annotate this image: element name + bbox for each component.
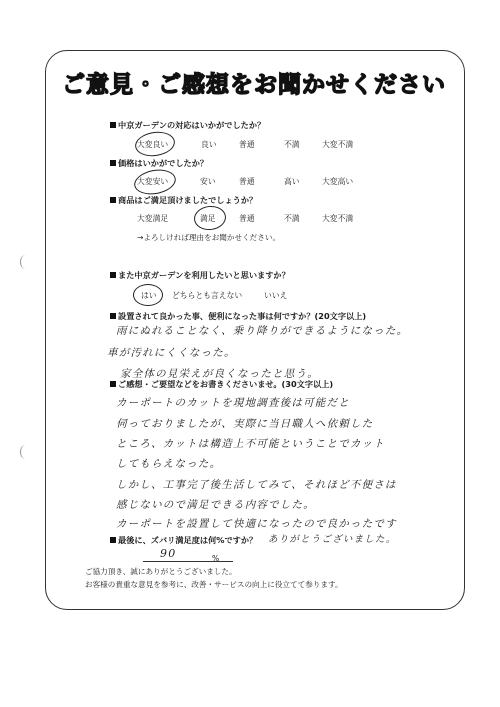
punch-hole-mark — [20, 445, 31, 459]
survey-title: ご意見・ご感想をお聞かせください — [62, 72, 446, 98]
answer-line: カーポートを設置して快適になったので良かったです — [116, 518, 397, 530]
question-satisfaction: 商品はご満足頂けましたでしょうか？ — [110, 195, 257, 206]
option-satisfaction-1[interactable]: 大変満足 — [137, 214, 169, 223]
answer-line: 家全体の見栄えが良くなったと思う。 — [120, 368, 319, 380]
question-price: 価格はいかがでしたか？ — [110, 158, 208, 169]
option-service-2[interactable]: 良い — [201, 140, 217, 149]
answer-line: 車が汚れにくくなった。 — [107, 347, 236, 359]
option-satisfaction-3[interactable]: 普通 — [239, 214, 255, 223]
bullet-square-icon — [110, 197, 116, 203]
answer-line: してもらえなった。 — [116, 458, 222, 470]
option-reuse-yes[interactable]: はい — [141, 291, 157, 300]
option-satisfaction-5[interactable]: 大変不満 — [322, 214, 354, 223]
selected-circle-mark — [133, 284, 163, 306]
footer-thanks: ご協力頂き、誠にありがとうございました。 — [85, 567, 237, 576]
percent-unit: % — [212, 554, 220, 563]
footer-note: お客様の貴重な意見を参考に、改善・サービスの向上に役立てて参ります。 — [85, 580, 343, 589]
question-satisfaction-percent: 最後に、ズバリ満足度は何%ですか？ — [110, 535, 257, 546]
answer-line: ところ、カットは構造上不可能ということでカット — [116, 438, 385, 450]
answer-line: 感じないので満足できる内容でした。 — [116, 499, 315, 511]
option-price-5[interactable]: 大変高い — [322, 177, 354, 186]
closing-remark: ありがとうございました。 — [268, 534, 397, 545]
bullet-square-icon — [110, 537, 116, 543]
option-reuse-neutral[interactable]: どちらとも言えない — [172, 291, 243, 300]
bullet-square-icon — [110, 160, 116, 166]
option-price-4[interactable]: 高い — [284, 177, 300, 186]
bullet-square-icon — [110, 313, 116, 319]
option-service-4[interactable]: 不満 — [284, 140, 300, 149]
option-price-3[interactable]: 普通 — [239, 177, 255, 186]
answer-line: 雨にぬれることなく、乗り降りができるようになった。 — [116, 325, 409, 337]
option-service-3[interactable]: 普通 — [239, 140, 255, 149]
punch-hole-mark — [20, 255, 31, 269]
bullet-square-icon — [110, 272, 116, 278]
option-satisfaction-4[interactable]: 不満 — [284, 214, 300, 223]
option-reuse-no[interactable]: いいえ — [264, 291, 288, 300]
option-satisfaction-2[interactable]: 満足 — [200, 214, 216, 223]
question-service: 中京ガーデンの対応はいかがでしたか？ — [110, 120, 265, 131]
question-good-points: 設置されて良かった事、便利になった事は何ですか？(20文字以上) — [110, 311, 366, 322]
bullet-square-icon — [110, 381, 116, 387]
question-reuse: また中京ガーデンを利用したいと思いますか？ — [110, 270, 290, 281]
answer-line: 伺っておりましたが、実際に当日職人へ依頼した — [116, 418, 374, 430]
percent-value[interactable]: 90 — [160, 547, 177, 560]
option-service-5[interactable]: 大変不満 — [322, 140, 354, 149]
reason-prompt: →よろしければ理由をお聞かせください。 — [137, 233, 281, 242]
question-comments: ご感想・ご要望などをお書きくださいませ。(30文字以上) — [110, 379, 333, 390]
option-service-1[interactable]: 大変良い — [137, 140, 169, 149]
option-price-2[interactable]: 安い — [200, 177, 216, 186]
bullet-square-icon — [110, 122, 116, 128]
option-price-1[interactable]: 大変安い — [137, 177, 169, 186]
answer-line: カーポートのカットを現地調査後は可能だと — [116, 397, 350, 409]
answer-line: しかし、工事完了後生活してみて、それほど不便さは — [116, 479, 397, 491]
percent-answer-underline — [143, 561, 233, 562]
